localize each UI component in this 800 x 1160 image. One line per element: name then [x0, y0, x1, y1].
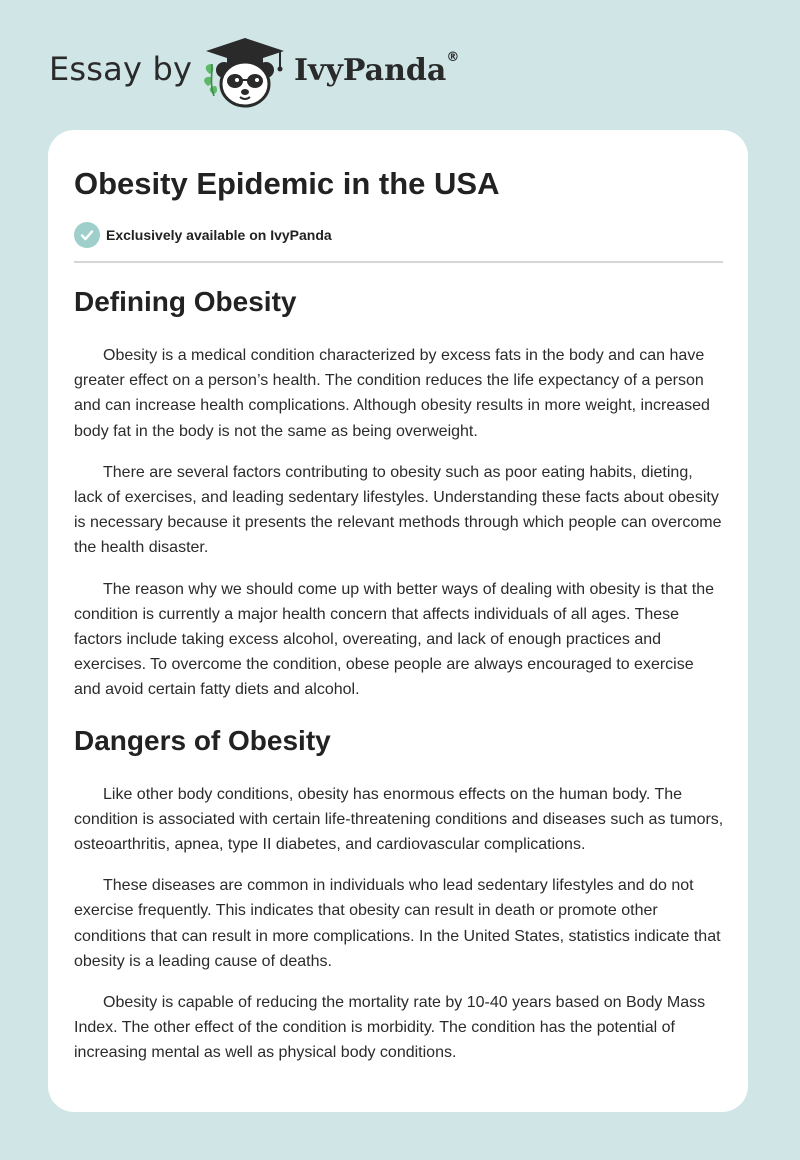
paragraph: These diseases are common in individuals who lead sedentary lifestyles and do not exercise frequently. This indicates that obesity can result in death or promote other conditions that can result in more complications. In the United States, statistics indicate that obesity is a leading cause of deaths. — [74, 877, 721, 970]
paragraph: Obesity is capable of reducing the mortality rate by 10-40 years based on Body Mass Index. The other effect of the condition is morbidity. The condition has the potential of increasing mental as well as physical body conditions. — [74, 994, 706, 1062]
site-header — [0, 0, 800, 130]
paragraph: The reason why we should come up with better ways of dealing with obesity is that the condition is currently a major health concern that affects individuals of all ages. These factors include taking excess alcohol, overeating, and lack of enough practices and exercises. To overcome the condition, obese people are always encouraged to exercise and avoid certain fatty diets and alcohol. — [74, 580, 714, 699]
paragraph: Like other body conditions, obesity has enormous effects on the human body. The condition is associated with certain life-threatening conditions and diseases such as tumors, osteoarthritis, apnea, type II diabetes, and cardiovascular complications. — [74, 785, 724, 854]
registered-mark: ® — [446, 50, 460, 65]
exclusive-badge-label: Exclusively available on IvyPanda — [106, 227, 332, 243]
section-dangers-of-obesity — [74, 719, 724, 1066]
section-defining-obesity — [74, 280, 724, 703]
page-title: Obesity Epidemic in the USA — [74, 166, 500, 201]
paragraph: There are several factors contributing to obesity such as poor eating habits, dieting, lack of exercises, and leading sedentary lifestyles. Understanding these facts about obesity is necessary because it presents the relevant methods through which people can overcome the health disaster. — [74, 463, 722, 557]
section-heading: Dangers of Obesity — [74, 724, 331, 756]
exclusive-badge — [74, 222, 332, 248]
brand-text: IvyPanda — [294, 53, 447, 88]
essay-body — [74, 280, 724, 1082]
check-icon — [74, 222, 100, 248]
panda-graduate-logo-icon — [200, 34, 290, 110]
paragraph: Obesity is a medical condition characterized by excess fats in the body and can have greater effect on a person’s health. The condition reduces the life expectancy of a person and can increase health complications. Although obesity results in more weight, increased body fat in the body is not the same as being overweight. — [74, 347, 710, 440]
title-divider — [74, 261, 723, 263]
brand-name — [294, 50, 460, 88]
essay-card — [48, 130, 748, 1112]
essay-by-label: Essay by — [49, 50, 193, 88]
section-heading: Defining Obesity — [74, 286, 297, 317]
